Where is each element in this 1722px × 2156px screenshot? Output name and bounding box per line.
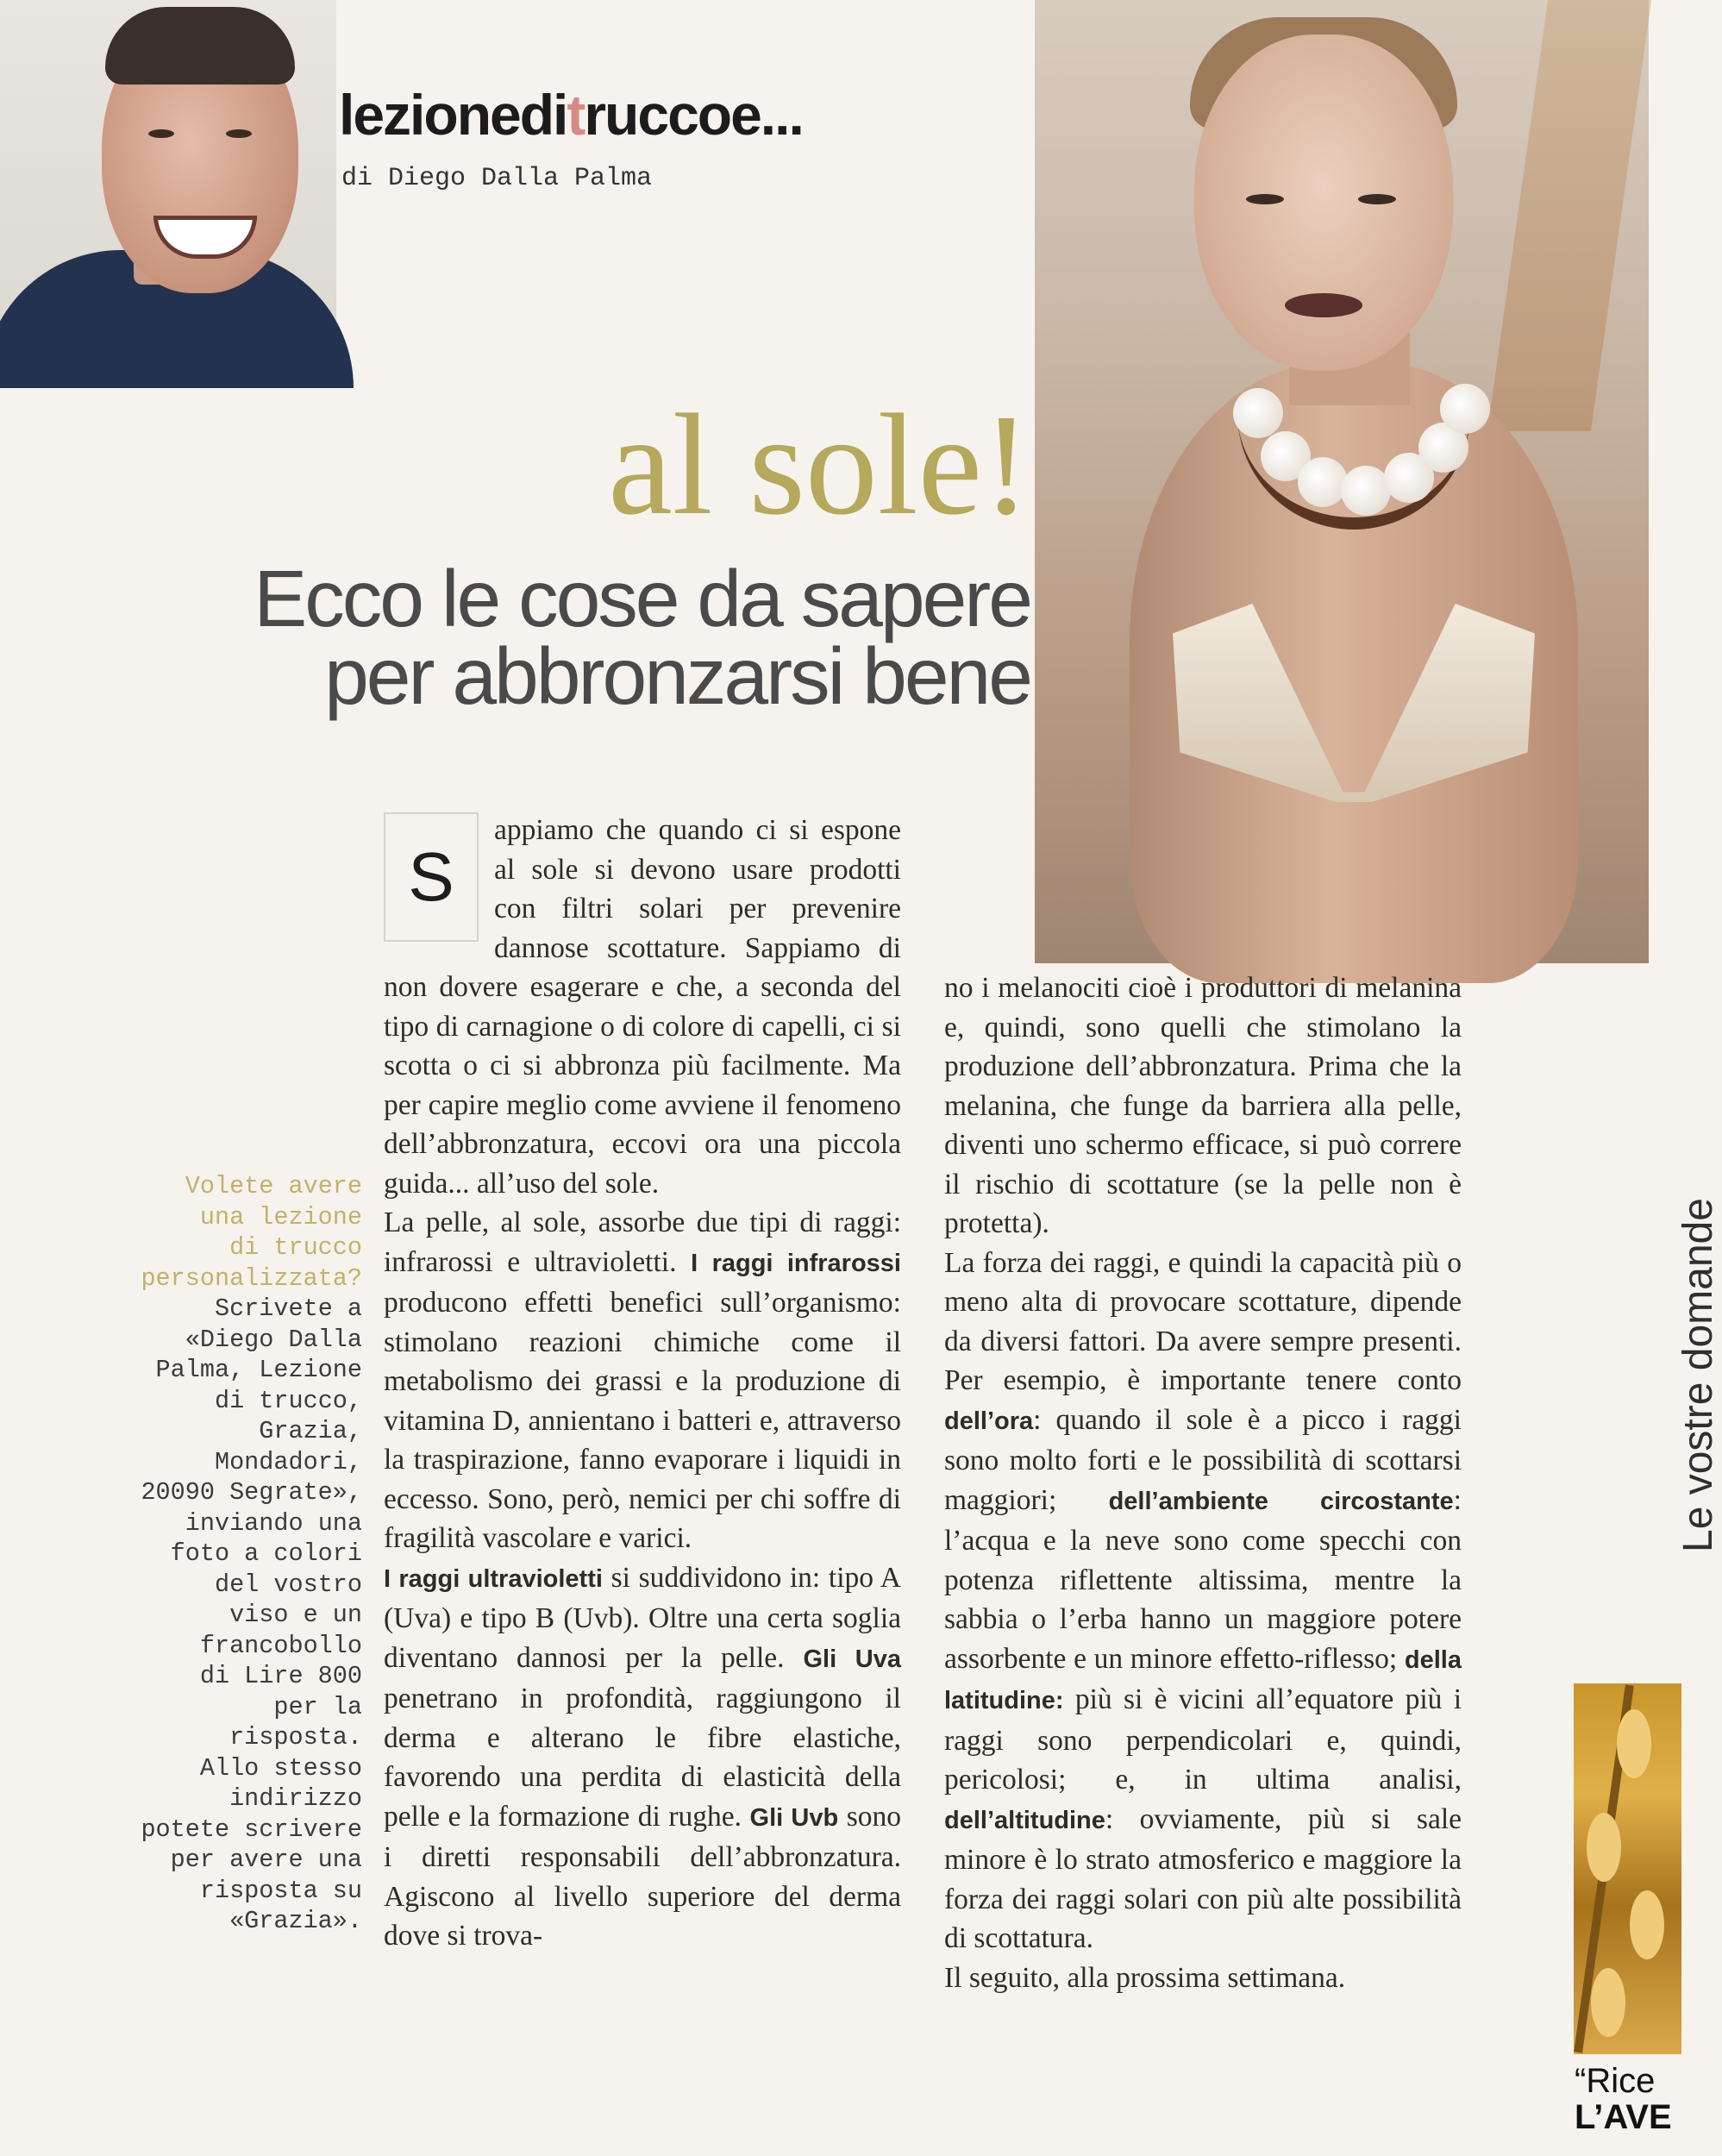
- paragraph-emphasis: Gli Uva: [803, 1645, 901, 1673]
- sidebar-line: per la: [273, 1692, 362, 1721]
- sidebar-info: [69, 1171, 362, 1937]
- sidebar-line: una lezione: [199, 1202, 362, 1232]
- paragraph-emphasis: dell’ora: [944, 1407, 1034, 1435]
- sidebar-line: 20090 Segrate»,: [141, 1478, 362, 1507]
- paragraph-text: : ovviamente, più si sale minore è lo strato atmosferico e maggiore la forza dei raggi solari con più alte possibilità di scottatura.: [944, 1802, 1462, 1954]
- sidebar-line: foto a colori: [170, 1539, 362, 1568]
- paragraph-emphasis: dell’ambiente circostante: [1108, 1487, 1454, 1515]
- edge-caption-line: L’AVE: [1575, 2098, 1672, 2136]
- paragraph-text: : l’acqua e la neve sono come specchi con potenza riflettente altissima, mentre la sabbia o l’erba hanno un maggiore potere assorbente e un minore effetto-riflesso;: [944, 1483, 1462, 1675]
- paragraph-emphasis: dell’altitudine: [944, 1806, 1105, 1834]
- sidebar-line: inviando una: [185, 1508, 362, 1538]
- edge-caption: [1575, 2063, 1681, 2135]
- article-column-1: [384, 811, 901, 1956]
- article-closing: Il seguito, alla prossima settimana.: [944, 1961, 1346, 1994]
- vertical-section-label: Le vostre domande: [1675, 1198, 1721, 1552]
- sidebar-line: «Grazia».: [229, 1907, 362, 1935]
- sidebar-line: di trucco: [229, 1233, 362, 1262]
- paragraph-text: appiamo che quando ci si espone al sole si devono usare prodotti con filtri solari per prevenire dannose scottature. Sappiamo di non dovere esagerare e che, a seconda del tipo di carnagione o di colore di capelli, ci si scotta o ci si abbronza più facilmente. Ma per capire meglio come avviene il fenomeno dell’abbronzatura, eccovi ora una piccola guida... all’uso del sole.: [384, 814, 901, 1200]
- sidebar-line: per avere una: [170, 1846, 362, 1874]
- sidebar-line: indirizzo: [229, 1784, 362, 1813]
- sidebar-line: risposta su: [199, 1876, 362, 1905]
- paragraph-text: producono effetti benefici sull’organismo: stimolano reazioni chimiche come il metabolismo dei grassi e la produzione di vitamina D, annientano i batteri e, attraverso la traspirazione, fanno evaporare i liquidi in eccesso. Sono, però, nemici per chi soffre di fragilità vascolare e varici.: [384, 1287, 901, 1554]
- sidebar-line: Volete avere: [185, 1172, 362, 1200]
- author-photo: [0, 0, 336, 349]
- headline-title: al sole!: [608, 385, 1030, 545]
- article-column-2: [944, 968, 1462, 1997]
- sidebar-line: potete scrivere: [141, 1814, 362, 1844]
- model-photo: [1035, 0, 1649, 963]
- sidebar-line: «Diego Dalla: [185, 1325, 362, 1354]
- paragraph-emphasis: Gli Uvb: [749, 1803, 839, 1832]
- paragraph-text: no i melanociti cioè i produttori di melanina e, quindi, sono quelli che stimolano la produzione dell’abbronzatura. Prima che la melanina, che funge da barriera alla pelle, diventi uno schermo efficace, si può correre il rischio di scottature (se la pelle non è protetta).: [944, 972, 1462, 1239]
- edge-photo: [1574, 1683, 1681, 2054]
- sidebar-line: Palma, Lezione: [155, 1356, 362, 1384]
- sidebar-line: Mondadori,: [214, 1447, 362, 1476]
- sidebar-line: Grazia,: [259, 1417, 362, 1445]
- article-paragraph: [944, 968, 1462, 1244]
- paragraph-text: si suddividono in: tipo A (Uva) e tipo B (Uvb). Oltre una certa soglia diventano dannosi per la pelle.: [384, 1561, 901, 1674]
- rubric-title: lezioneditruccoe...: [339, 83, 803, 147]
- sidebar-line: Allo stesso: [199, 1753, 362, 1783]
- headline-subtitle-line2: per abbronzarsi bene: [324, 631, 1030, 721]
- sidebar-question: [69, 1171, 362, 1294]
- sidebar-line: Scrivete a: [214, 1294, 362, 1323]
- sidebar-line: risposta.: [229, 1723, 362, 1752]
- paragraph-text: La pelle, al sole, assorbe due tipi di raggi: infrarossi e ultravioletti.: [384, 1206, 901, 1278]
- sidebar-line: di Lire 800: [199, 1662, 362, 1690]
- paragraph-emphasis: della latitudine:: [944, 1645, 1462, 1714]
- paragraph-text: sono i diretti responsabili dell’abbronzatura. Agiscono al livello superiore del derma dove si trova-: [384, 1800, 902, 1952]
- edge-caption-line: “Rice: [1575, 2062, 1656, 2100]
- sidebar-instructions: [69, 1294, 362, 1937]
- article-paragraph: [384, 1203, 901, 1558]
- article-paragraph: [944, 1244, 1462, 1959]
- paragraph-text: penetrano in profondità, raggiungono il derma e alterano le fibre elastiche, favorendo una perdita di elasticità della pelle e la formazione di rughe.: [384, 1683, 901, 1833]
- sidebar-line: francobollo: [199, 1631, 362, 1660]
- sidebar-line: del vostro: [214, 1570, 362, 1599]
- sidebar-line: personalizzata?: [141, 1263, 362, 1293]
- sidebar-line: viso e un: [229, 1601, 362, 1629]
- sidebar-line: di trucco,: [214, 1386, 362, 1415]
- article-paragraph: [384, 1558, 901, 1956]
- paragraph-text: La forza dei raggi, e quindi la capacità più o meno alta di provocare scottature, dipende da diversi fattori. Da avere sempre presenti. Per esempio, è importante tenere conto: [944, 1246, 1462, 1396]
- paragraph-text: : quando il sole è a picco i raggi sono molto forti e le possibilità di scottarsi maggiori;: [944, 1403, 1462, 1516]
- byline: di Diego Dalla Palma: [341, 164, 653, 193]
- drop-cap: S: [384, 812, 479, 942]
- paragraph-text: più si è vicini all’equatore più i raggi sono perpendicolari e, quindi, pericolosi; e, in ultima analisi,: [944, 1683, 1462, 1796]
- paragraph-emphasis: I raggi infrarossi: [691, 1249, 901, 1277]
- paragraph-emphasis: I raggi ultravioletti: [384, 1564, 603, 1593]
- headline-subtitle-line1: Ecco le cose da sapere: [254, 554, 1030, 643]
